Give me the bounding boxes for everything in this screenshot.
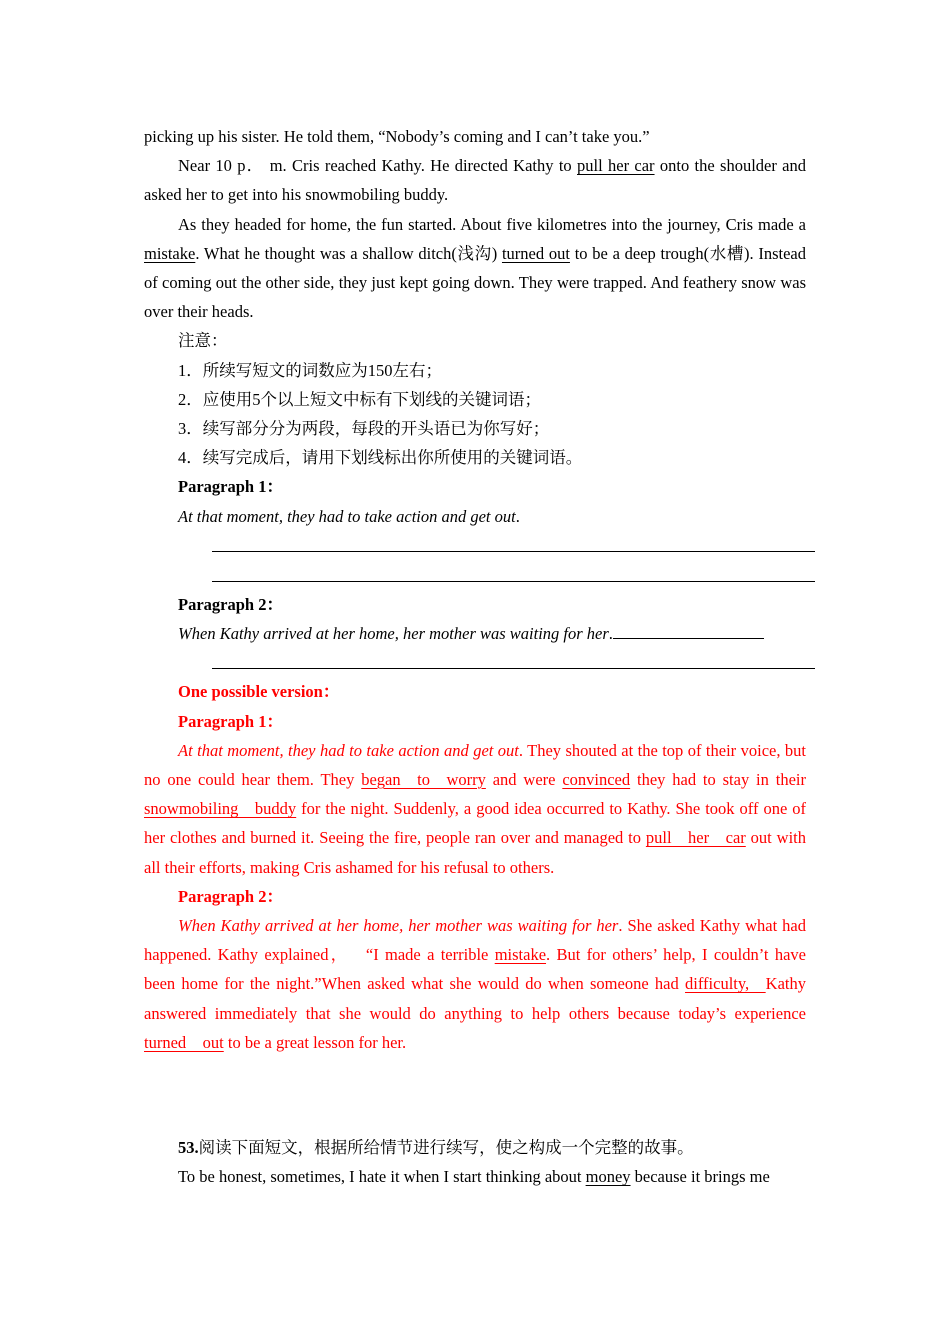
paragraph-2-prompt: When Kathy arrived at her home, her mother was waiting for her. (144, 619, 806, 648)
model-paragraph-1: At that moment, they had to take action and get out. They shouted at the top of their voice, but no one could hear them. They began to worry and were convinced they had to stay in their snowmobiling buddy for the night. Suddenly, a good idea occurred to Kathy. She took off one of her clothes and burned it. Seeing the fire, people ran over and managed to pull her car out with all their efforts, making Cris ashamed for his refusal to others. (144, 740, 806, 877)
notes-heading: 注意： (178, 331, 228, 351)
key-phrase: money (585, 1167, 631, 1187)
key-phrase: turned out (144, 1032, 224, 1052)
key-phrase: began to worry (361, 770, 486, 790)
note-item: 2．应使用5个以上短文中标有下划线的关键词语； (178, 389, 541, 409)
question-53-instruction: 53.阅读下面短文，根据所给情节进行续写，使之构成一个完整的故事。 (178, 1138, 694, 1158)
answer-line[interactable] (144, 648, 806, 677)
story-paragraph-1: picking up his sister. He told them, “Nobody’s coming and I can’t take you.” (144, 127, 650, 146)
answer-line[interactable] (144, 560, 806, 589)
model-paragraph-2: When Kathy arrived at her home, her mother was waiting for her. She asked Kathy what had happened. Kathy explained， “I made a terrible mistake. But for others’ help, I couldn’t have been home for the night.”When asked what she would do when someone had difficulty, Kathy answered immediately that she would do anything to help others because today’s experience turned out to be a great lesson for her. (144, 916, 806, 1052)
key-phrase: pull her car (645, 828, 746, 848)
story-paragraph-2: Near 10 p． m. Cris reached Kathy. He directed Kathy to pull her car onto the shoulder and asked her to get into his snowmobiling buddy. (144, 156, 807, 205)
key-phrase: mistake (494, 945, 547, 965)
document-body (144, 122, 806, 1191)
story-paragraph-3: As they headed for home, the fun started. About five kilometres into the journey, Cris made a mistake. What he thought was a shallow ditch(浅沟) turned out to be a deep trough(水槽). Instead of coming out the other side, they just kept going down. They were trapped. And feathery snow was over their heads. (144, 214, 806, 322)
paragraph-1-prompt: At that moment, they had to take action and get out. (178, 506, 520, 526)
spacer (144, 1057, 806, 1133)
key-phrase: mistake (144, 243, 196, 263)
model-paragraph-1-label: Paragraph 1： (178, 711, 283, 731)
paragraph-2-label: Paragraph 2： (178, 594, 283, 614)
question-53-passage: To be honest, sometimes, I hate it when I start thinking about money because it brings me (178, 1167, 770, 1187)
note-item: 3．续写部分分为两段，每段的开头语已为你写好； (178, 419, 550, 439)
model-answer-heading: One possible version： (178, 682, 340, 702)
key-phrase: convinced (562, 770, 631, 790)
model-answer (144, 677, 806, 1057)
key-phrase: difficulty, (685, 974, 766, 994)
paragraph-1-label: Paragraph 1： (178, 477, 283, 497)
note-item: 4．续写完成后，请用下划线标出你所使用的关键词语。 (178, 448, 583, 468)
key-phrase: turned out (501, 243, 570, 263)
question-number: 53. (178, 1138, 199, 1158)
note-item: 1．所续写短文的词数应为150左右； (178, 360, 442, 380)
answer-line[interactable] (144, 531, 806, 560)
key-phrase: snowmobiling buddy (144, 799, 297, 819)
model-paragraph-2-label: Paragraph 2： (178, 886, 283, 906)
answer-line[interactable] (613, 624, 764, 639)
key-phrase: pull her car (577, 156, 655, 176)
